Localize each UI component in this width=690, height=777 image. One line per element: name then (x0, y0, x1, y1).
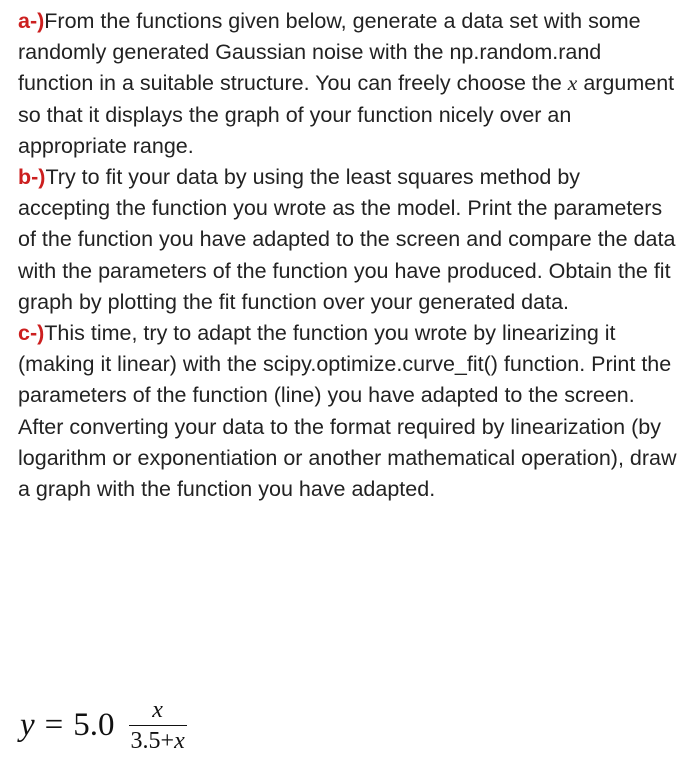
function-formula (20, 690, 187, 760)
part-c (18, 318, 678, 505)
formula-fraction (129, 697, 187, 754)
part-b-text: Try to fit your data by using the least squares method by accepting the function you wrote as the model. Print the parameters of the function you have adapted to the screen and compare the data with the parameters of the function you have produced. Obtain the fit graph by plotting the fit function over your generated data. (18, 165, 676, 314)
formula-coefficient: 5.0 (73, 706, 115, 743)
part-c-marker: c-) (18, 321, 45, 346)
formula-lhs: y (20, 706, 35, 743)
part-b-marker: b-) (18, 165, 46, 190)
part-a-math-var: x (567, 71, 578, 96)
part-a-text-before: From the functions given below, generate a data set with some randomly generated Gaussian noise with the np.random.rand function in a suitable structure. You can freely choose the (18, 9, 641, 96)
part-a (18, 6, 678, 162)
part-c-text: This time, try to adapt the function you wrote by linearizing it (making it linear) with the scipy.optimize.curve_fit() function. Print the parameters of the function (line) you have adapted to the screen. After converting your data to the format required by linearization (by logarithm or exponentiation or another mathematical operation), draw a graph with the function you have adapted. (18, 321, 677, 502)
fraction-denominator (129, 726, 187, 754)
part-a-text-after: argument so that it displays the graph of your function nicely over an appropriate range. (18, 71, 675, 158)
fraction-numerator: x (152, 696, 163, 723)
denominator-constant: 3.5+ (130, 727, 175, 754)
part-b (18, 162, 678, 318)
denominator-variable: x (174, 727, 185, 754)
formula-equals: = (44, 706, 64, 743)
problem-statement (18, 6, 678, 505)
part-a-marker: a-) (18, 9, 45, 33)
